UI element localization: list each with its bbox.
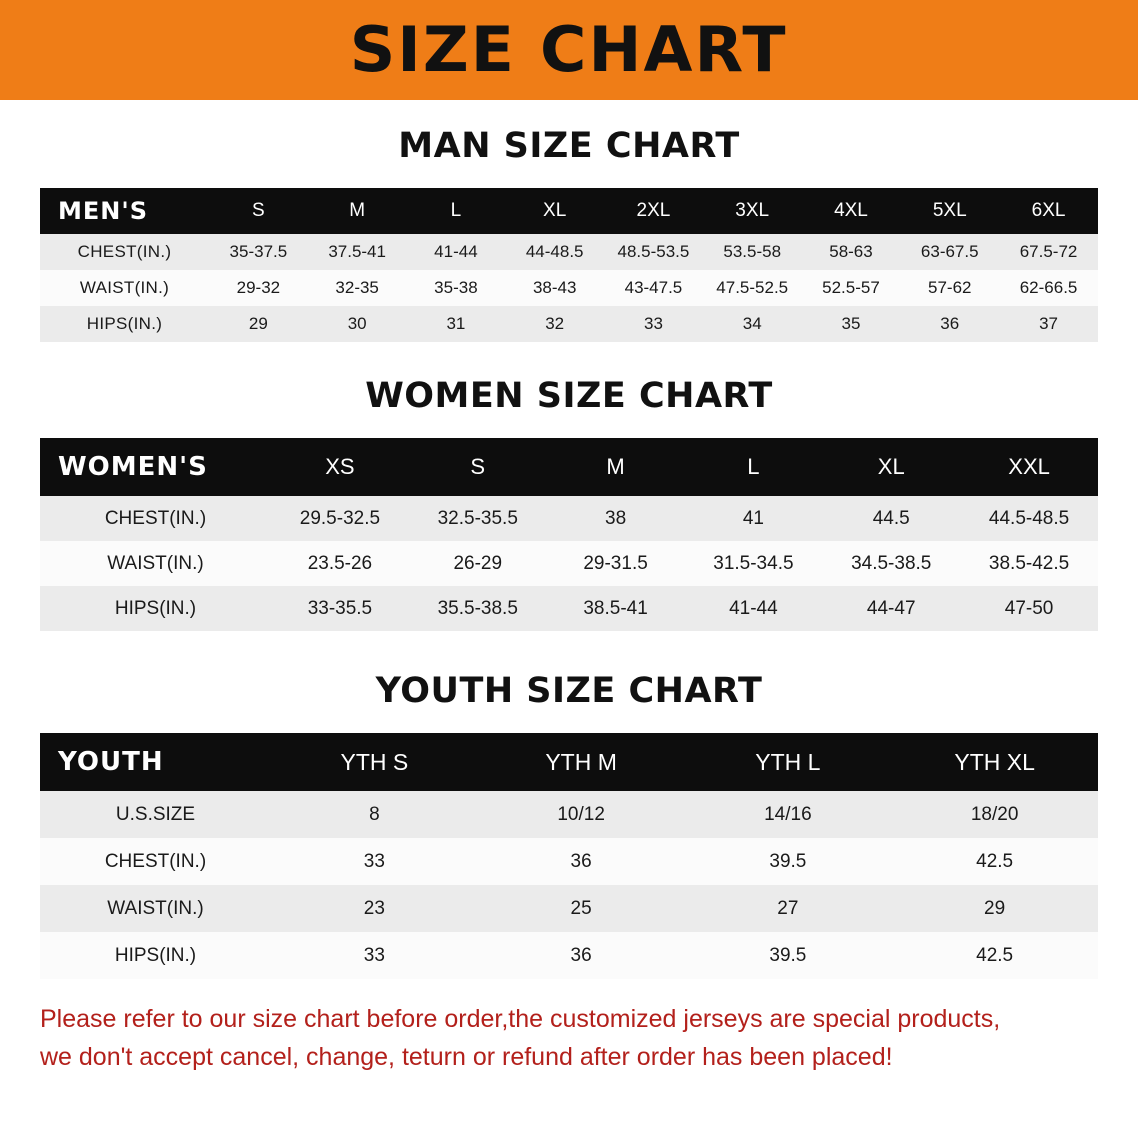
youth-cell: 42.5: [976, 850, 1014, 872]
men-size-header: 2XL: [636, 200, 671, 221]
men-row-label: WAIST(IN.): [79, 278, 170, 297]
men-cell: 67.5-72: [1019, 242, 1078, 261]
youth-cell: 39.5: [769, 944, 807, 966]
note-line-2: we don't accept cancel, change, teturn or refund after order has been placed!: [40, 1042, 893, 1071]
men-size-header: L: [450, 200, 462, 221]
women-cell: 38: [605, 507, 627, 529]
men-cell: 29: [248, 314, 268, 333]
youth-cell: 27: [777, 897, 799, 919]
women-cell: 41-44: [729, 597, 778, 619]
women-size-header: XS: [325, 454, 355, 479]
men-cell: 41-44: [434, 242, 478, 261]
women-section-title: WOMEN SIZE CHART: [365, 376, 773, 416]
women-cell: 32.5-35.5: [437, 507, 518, 529]
youth-size-table: [40, 733, 1098, 979]
table-row: [40, 791, 1098, 838]
women-cell: 34.5-38.5: [851, 552, 932, 574]
men-cell: 37: [1039, 314, 1059, 333]
women-size-header: XL: [877, 454, 905, 479]
table-row: [40, 270, 1098, 306]
men-cell: 48.5-53.5: [617, 242, 690, 261]
men-cell: 36: [940, 314, 960, 333]
page-title: SIZE CHART: [350, 13, 788, 86]
men-cell: 30: [347, 314, 367, 333]
women-header-row: [40, 438, 1098, 496]
men-cell: 34: [742, 314, 762, 333]
men-cell: 43-47.5: [624, 278, 683, 297]
men-size-header: S: [252, 200, 265, 221]
women-cell: 29.5-32.5: [299, 507, 381, 529]
men-row-label: HIPS(IN.): [86, 314, 163, 333]
women-table-body: [40, 496, 1098, 631]
youth-cell: 33: [363, 850, 385, 872]
youth-section-title: YOUTH SIZE CHART: [375, 671, 763, 711]
youth-table-header: [40, 733, 1098, 791]
men-cell: 32: [545, 314, 565, 333]
men-cell: 57-62: [928, 278, 972, 297]
men-cell: 29-32: [236, 278, 281, 297]
youth-cell: 23: [363, 897, 385, 919]
men-header-row: [40, 188, 1098, 234]
youth-table-wrapper: [40, 733, 1098, 979]
men-cell: 52.5-57: [822, 278, 880, 297]
men-cell: 35-38: [434, 278, 478, 297]
men-size-header: XL: [543, 200, 567, 221]
men-size-header: 3XL: [735, 200, 770, 221]
women-size-header: S: [470, 454, 486, 479]
table-row: [40, 586, 1098, 631]
men-cell: 62-66.5: [1019, 278, 1078, 297]
youth-row-label: WAIST(IN.): [107, 897, 204, 919]
women-cell: 44.5-48.5: [988, 507, 1070, 529]
table-row: [40, 885, 1098, 932]
men-cell: 37.5-41: [328, 242, 386, 261]
women-size-header: XXL: [1008, 454, 1050, 479]
men-cell: 47.5-52.5: [716, 278, 789, 297]
table-row: [40, 306, 1098, 342]
youth-corner-label: YOUTH: [58, 747, 164, 777]
women-corner-label: WOMEN'S: [58, 452, 208, 482]
women-cell: 44.5: [872, 507, 910, 529]
man-section-title: MAN SIZE CHART: [398, 126, 740, 166]
header-banner: [0, 0, 1138, 100]
men-size-header: 5XL: [932, 200, 967, 221]
men-table-body: [40, 234, 1098, 342]
youth-cell: 25: [570, 897, 592, 919]
men-corner-label: MEN'S: [58, 197, 148, 225]
women-table-wrapper: [40, 438, 1098, 631]
youth-row-label: U.S.SIZE: [115, 803, 196, 825]
youth-cell: 8: [369, 803, 380, 825]
table-row: [40, 234, 1098, 270]
youth-row-label: CHEST(IN.): [104, 850, 207, 872]
youth-size-header: YTH M: [545, 748, 617, 775]
men-cell: 38-43: [532, 278, 577, 297]
table-row: [40, 496, 1098, 541]
youth-cell: 14/16: [764, 803, 812, 825]
men-table-header: [40, 188, 1098, 234]
youth-cell: 29: [984, 897, 1006, 919]
youth-cell: 18/20: [970, 803, 1019, 825]
women-cell: 31.5-34.5: [713, 552, 794, 574]
women-row-label: WAIST(IN.): [107, 552, 204, 574]
men-size-header: M: [349, 200, 366, 221]
women-cell: 47-50: [1004, 597, 1054, 619]
youth-table-body: [40, 791, 1098, 979]
men-cell: 63-67.5: [920, 242, 979, 261]
women-row-label: HIPS(IN.): [114, 597, 197, 619]
youth-cell: 36: [570, 944, 592, 966]
note-line-1: Please refer to our size chart before order,the customized jerseys are special products,: [40, 1005, 1001, 1033]
youth-cell: 33: [363, 944, 385, 966]
women-cell: 44-47: [866, 597, 916, 619]
women-cell: 33-35.5: [307, 597, 373, 619]
women-table-header: [40, 438, 1098, 496]
youth-header-row: [40, 733, 1098, 791]
women-cell: 35.5-38.5: [437, 597, 518, 619]
women-size-header: L: [747, 454, 760, 479]
youth-cell: 36: [570, 850, 592, 872]
men-cell: 35: [841, 314, 861, 333]
table-row: [40, 932, 1098, 979]
women-row-label: CHEST(IN.): [104, 507, 207, 529]
men-cell: 58-63: [829, 242, 873, 261]
men-cell: 33: [643, 314, 663, 333]
men-size-table: [40, 188, 1098, 342]
men-size-header: 4XL: [834, 200, 868, 221]
men-cell: 32-35: [335, 278, 379, 297]
order-policy-note: [40, 1001, 1098, 1076]
women-size-header: M: [606, 454, 625, 479]
men-size-header: 6XL: [1031, 200, 1066, 221]
youth-row-label: HIPS(IN.): [114, 944, 197, 966]
women-cell: 29-31.5: [583, 552, 648, 574]
men-cell: 35-37.5: [229, 242, 288, 261]
table-row: [40, 838, 1098, 885]
youth-size-header: YTH S: [340, 748, 409, 775]
man-table-wrapper: [40, 188, 1098, 342]
men-cell: 31: [446, 314, 466, 333]
youth-cell: 10/12: [557, 803, 605, 825]
table-row: [40, 541, 1098, 586]
youth-cell: 42.5: [976, 944, 1014, 966]
women-cell: 26-29: [453, 552, 503, 574]
women-cell: 41: [742, 507, 764, 529]
women-cell: 23.5-26: [307, 552, 373, 574]
youth-cell: 39.5: [769, 850, 807, 872]
youth-size-header: YTH L: [755, 748, 821, 775]
women-cell: 38.5-42.5: [988, 552, 1070, 574]
men-cell: 44-48.5: [525, 242, 584, 261]
women-size-table: [40, 438, 1098, 631]
youth-size-header: YTH XL: [954, 748, 1035, 775]
women-cell: 38.5-41: [583, 597, 648, 619]
men-row-label: CHEST(IN.): [77, 242, 172, 261]
men-cell: 53.5-58: [723, 242, 782, 261]
